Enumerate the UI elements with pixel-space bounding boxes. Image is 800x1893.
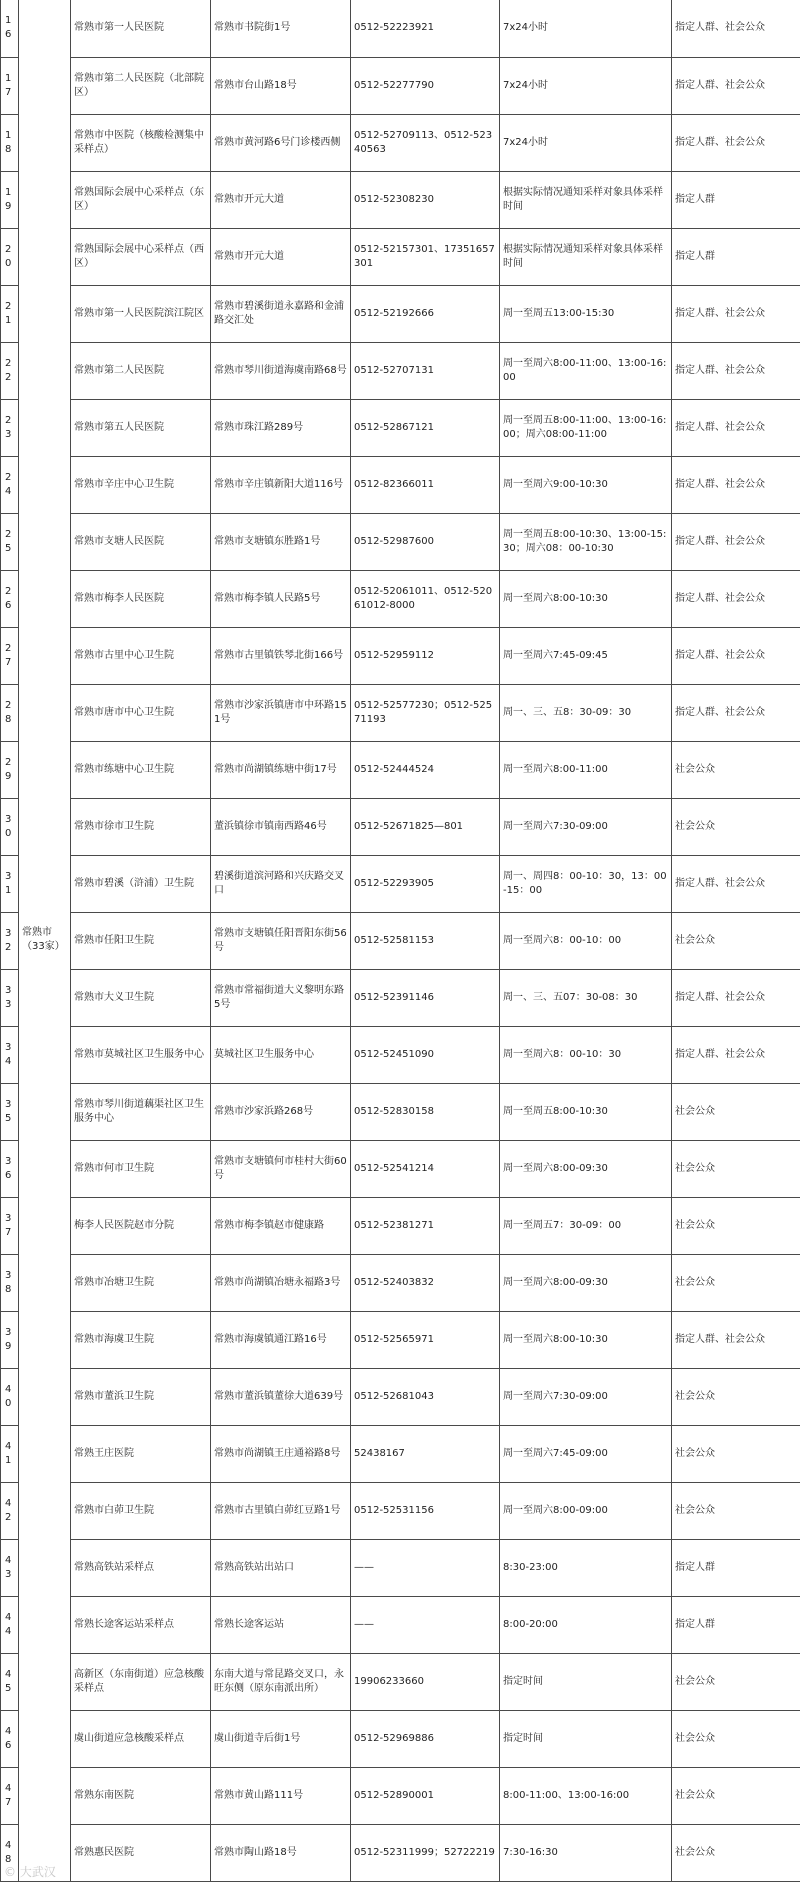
address-cell: 常熟市沙家浜路268号	[211, 1083, 351, 1140]
address-cell: 常熟市梅李镇赵市健康路	[211, 1197, 351, 1254]
hours-cell: 周一至周五8:00-11:00、13:00-16:00；周六08:00-11:00	[500, 399, 672, 456]
address-cell: 莫城社区卫生服务中心	[211, 1026, 351, 1083]
site-name-cell: 常熟市白茆卫生院	[71, 1482, 211, 1539]
hours-cell: 8:00-20:00	[500, 1596, 672, 1653]
address-cell: 常熟市书院街1号	[211, 0, 351, 57]
hours-cell: 7x24小时	[500, 114, 672, 171]
hours-cell: 周一至周五8:00-10:30、13:00-15:30；周六08：00-10:30	[500, 513, 672, 570]
scope-cell: 指定人群、社会公众	[672, 114, 800, 171]
table-row	[1, 399, 800, 456]
scope-cell: 社会公众	[672, 1254, 800, 1311]
site-name-cell: 常熟市琴川街道藕渠社区卫生服务中心	[71, 1083, 211, 1140]
scope-cell: 社会公众	[672, 1710, 800, 1767]
table-row	[1, 570, 800, 627]
hours-cell: 周一至周六8:00-10:30	[500, 1311, 672, 1368]
row-number-cell: 44	[1, 1596, 19, 1653]
address-cell: 虞山街道寺后街1号	[211, 1710, 351, 1767]
address-cell: 常熟市尚湖镇练塘中街17号	[211, 741, 351, 798]
phone-cell: 0512-52890001	[351, 1767, 500, 1824]
site-name-cell: 常熟市梅李人民医院	[71, 570, 211, 627]
site-name-cell: 常熟市唐市中心卫生院	[71, 684, 211, 741]
phone-cell: 0512-52581153	[351, 912, 500, 969]
site-name-cell: 常熟市支塘人民医院	[71, 513, 211, 570]
phone-cell: 19906233660	[351, 1653, 500, 1710]
scope-cell: 指定人群	[672, 1596, 800, 1653]
scope-cell: 社会公众	[672, 1083, 800, 1140]
hours-cell: 周一、三、五8：30-09：30	[500, 684, 672, 741]
hours-cell: 周一至周六8：00-10：00	[500, 912, 672, 969]
hours-cell: 周一至周六8:00-10:30	[500, 570, 672, 627]
hours-cell: 周一至周六7:45-09:45	[500, 627, 672, 684]
site-name-cell: 常熟市何市卫生院	[71, 1140, 211, 1197]
table-row	[1, 114, 800, 171]
row-number-cell: 47	[1, 1767, 19, 1824]
phone-cell: 0512-82366011	[351, 456, 500, 513]
row-number-cell: 35	[1, 1083, 19, 1140]
scope-cell: 社会公众	[672, 1824, 800, 1881]
phone-cell: 0512-52311999；52722219	[351, 1824, 500, 1881]
scope-cell: 指定人群	[672, 171, 800, 228]
row-number-cell: 45	[1, 1653, 19, 1710]
phone-cell: 0512-52192666	[351, 285, 500, 342]
hours-cell: 周一至周六8:00-09:30	[500, 1254, 672, 1311]
site-name-cell: 常熟市莫城社区卫生服务中心	[71, 1026, 211, 1083]
address-cell: 常熟市琴川街道海虞南路68号	[211, 342, 351, 399]
table-row	[1, 285, 800, 342]
table-row	[1, 1026, 800, 1083]
phone-cell: 0512-52987600	[351, 513, 500, 570]
phone-cell: 0512-52381271	[351, 1197, 500, 1254]
site-name-cell: 常熟市第一人民医院	[71, 0, 211, 57]
row-number-cell: 24	[1, 456, 19, 513]
table-row	[1, 1824, 800, 1881]
site-name-cell: 常熟市碧溪（浒浦）卫生院	[71, 855, 211, 912]
row-number-cell: 36	[1, 1140, 19, 1197]
scope-cell: 指定人群、社会公众	[672, 855, 800, 912]
table-row	[1, 1254, 800, 1311]
site-name-cell: 常熟国际会展中心采样点（西区）	[71, 228, 211, 285]
site-name-cell: 常熟市第二人民医院	[71, 342, 211, 399]
row-number-cell: 39	[1, 1311, 19, 1368]
hours-cell: 周一至周六9:00-10:30	[500, 456, 672, 513]
phone-cell: 52438167	[351, 1425, 500, 1482]
row-number-cell: 46	[1, 1710, 19, 1767]
scope-cell: 指定人群、社会公众	[672, 1026, 800, 1083]
row-number-cell: 21	[1, 285, 19, 342]
hours-cell: 周一至周六8:00-11:00、13:00-16:00	[500, 342, 672, 399]
scope-cell: 社会公众	[672, 741, 800, 798]
row-number-cell: 32	[1, 912, 19, 969]
table-row	[1, 684, 800, 741]
address-cell: 常熟高铁站出站口	[211, 1539, 351, 1596]
scope-cell: 指定人群、社会公众	[672, 684, 800, 741]
site-name-cell: 常熟惠民医院	[71, 1824, 211, 1881]
phone-cell: 0512-52541214	[351, 1140, 500, 1197]
phone-cell: 0512-52681043	[351, 1368, 500, 1425]
scope-cell: 社会公众	[672, 1767, 800, 1824]
hours-cell: 周一至周六8:00-09:30	[500, 1140, 672, 1197]
address-cell: 常熟市碧溪街道永嘉路和金浦路交汇处	[211, 285, 351, 342]
table-row	[1, 228, 800, 285]
hours-cell: 8:30-23:00	[500, 1539, 672, 1596]
site-name-cell: 常熟市辛庄中心卫生院	[71, 456, 211, 513]
table-row	[1, 1311, 800, 1368]
scope-cell: 指定人群、社会公众	[672, 342, 800, 399]
phone-cell: 0512-52061011、0512-52061012-8000	[351, 570, 500, 627]
table-row	[1, 0, 800, 57]
site-name-cell: 常熟市任阳卫生院	[71, 912, 211, 969]
table-row	[1, 627, 800, 684]
row-number-cell: 29	[1, 741, 19, 798]
address-cell: 常熟市支塘镇东胜路1号	[211, 513, 351, 570]
row-number-cell: 16	[1, 0, 19, 57]
scope-cell: 社会公众	[672, 1197, 800, 1254]
phone-cell: 0512-52293905	[351, 855, 500, 912]
table-row	[1, 342, 800, 399]
table-row	[1, 1596, 800, 1653]
row-number-cell: 31	[1, 855, 19, 912]
address-cell: 常熟市尚湖镇王庄通裕路8号	[211, 1425, 351, 1482]
phone-cell: 0512-52707131	[351, 342, 500, 399]
row-number-cell: 38	[1, 1254, 19, 1311]
phone-cell: 0512-52277790	[351, 57, 500, 114]
site-name-cell: 虞山街道应急核酸采样点	[71, 1710, 211, 1767]
phone-cell: 0512-52223921	[351, 0, 500, 57]
address-cell: 董浜镇徐市镇南西路46号	[211, 798, 351, 855]
address-cell: 常熟市黄河路6号门诊楼西侧	[211, 114, 351, 171]
address-cell: 常熟市董浜镇董徐大道639号	[211, 1368, 351, 1425]
site-name-cell: 常熟市第一人民医院滨江院区	[71, 285, 211, 342]
row-number-cell: 26	[1, 570, 19, 627]
row-number-cell: 27	[1, 627, 19, 684]
address-cell: 常熟市沙家浜镇唐市中环路151号	[211, 684, 351, 741]
site-name-cell: 常熟长途客运站采样点	[71, 1596, 211, 1653]
region-cell: 常熟市（33家）	[19, 0, 71, 1881]
phone-cell: ——	[351, 1539, 500, 1596]
phone-cell: 0512-52403832	[351, 1254, 500, 1311]
site-name-cell: 梅李人民医院赵市分院	[71, 1197, 211, 1254]
site-name-cell: 高新区（东南街道）应急核酸采样点	[71, 1653, 211, 1710]
hours-cell: 根据实际情况通知采样对象具体采样时间	[500, 228, 672, 285]
address-cell: 常熟市珠江路289号	[211, 399, 351, 456]
scope-cell: 社会公众	[672, 798, 800, 855]
address-cell: 常熟市尚湖镇冶塘永福路3号	[211, 1254, 351, 1311]
hours-cell: 指定时间	[500, 1710, 672, 1767]
address-cell: 常熟市常福街道大义黎明东路5号	[211, 969, 351, 1026]
phone-cell: 0512-52451090	[351, 1026, 500, 1083]
table-row	[1, 1425, 800, 1482]
scope-cell: 社会公众	[672, 1653, 800, 1710]
scope-cell: 指定人群、社会公众	[672, 570, 800, 627]
row-number-cell: 23	[1, 399, 19, 456]
scope-cell: 指定人群	[672, 1539, 800, 1596]
address-cell: 常熟市梅李镇人民路5号	[211, 570, 351, 627]
table-row	[1, 798, 800, 855]
phone-cell: 0512-52391146	[351, 969, 500, 1026]
row-number-cell: 42	[1, 1482, 19, 1539]
address-cell: 常熟市支塘镇何市桂村大街60号	[211, 1140, 351, 1197]
hours-cell: 7x24小时	[500, 57, 672, 114]
address-cell: 常熟长途客运站	[211, 1596, 351, 1653]
table-row	[1, 1197, 800, 1254]
address-cell: 常熟市开元大道	[211, 171, 351, 228]
address-cell: 东南大道与常昆路交叉口，永旺东侧（原东南派出所）	[211, 1653, 351, 1710]
scope-cell: 指定人群、社会公众	[672, 456, 800, 513]
hours-cell: 周一至周六8:00-11:00	[500, 741, 672, 798]
address-cell: 常熟市台山路18号	[211, 57, 351, 114]
phone-cell: 0512-52867121	[351, 399, 500, 456]
phone-cell: 0512-52709113、0512-52340563	[351, 114, 500, 171]
hours-cell: 周一至周五8:00-10:30	[500, 1083, 672, 1140]
hours-cell: 指定时间	[500, 1653, 672, 1710]
hours-cell: 根据实际情况通知采样对象具体采样时间	[500, 171, 672, 228]
row-number-cell: 18	[1, 114, 19, 171]
phone-cell: 0512-52157301、17351657301	[351, 228, 500, 285]
address-cell: 常熟市开元大道	[211, 228, 351, 285]
table-row	[1, 1083, 800, 1140]
table-body	[1, 0, 800, 1881]
row-number-cell: 37	[1, 1197, 19, 1254]
site-name-cell: 常熟市第五人民医院	[71, 399, 211, 456]
scope-cell: 指定人群、社会公众	[672, 627, 800, 684]
table-row	[1, 1140, 800, 1197]
scope-cell: 社会公众	[672, 1425, 800, 1482]
site-name-cell: 常熟东南医院	[71, 1767, 211, 1824]
row-number-cell: 20	[1, 228, 19, 285]
hours-cell: 周一至周五7：30-09：00	[500, 1197, 672, 1254]
row-number-cell: 28	[1, 684, 19, 741]
table-row	[1, 969, 800, 1026]
scope-cell: 指定人群、社会公众	[672, 285, 800, 342]
hours-cell: 周一、周四8：00-10：30，13：00-15：00	[500, 855, 672, 912]
hours-cell: 7x24小时	[500, 0, 672, 57]
row-number-cell: 30	[1, 798, 19, 855]
site-name-cell: 常熟市古里中心卫生院	[71, 627, 211, 684]
hours-cell: 周一至周六8:00-09:00	[500, 1482, 672, 1539]
scope-cell: 社会公众	[672, 912, 800, 969]
site-name-cell: 常熟市海虞卫生院	[71, 1311, 211, 1368]
row-number-cell: 43	[1, 1539, 19, 1596]
table-row	[1, 456, 800, 513]
address-cell: 常熟市辛庄镇新阳大道116号	[211, 456, 351, 513]
table-row	[1, 1767, 800, 1824]
address-cell: 常熟市古里镇铁琴北街166号	[211, 627, 351, 684]
scope-cell: 指定人群、社会公众	[672, 969, 800, 1026]
hours-cell: 周一至周六7:30-09:00	[500, 798, 672, 855]
row-number-cell: 41	[1, 1425, 19, 1482]
site-name-cell: 常熟市第二人民医院（北部院区）	[71, 57, 211, 114]
table-row	[1, 1368, 800, 1425]
row-number-cell: 19	[1, 171, 19, 228]
scope-cell: 指定人群、社会公众	[672, 57, 800, 114]
table-row	[1, 741, 800, 798]
site-name-cell: 常熟市冶塘卫生院	[71, 1254, 211, 1311]
scope-cell: 社会公众	[672, 1368, 800, 1425]
address-cell: 常熟市海虞镇通江路16号	[211, 1311, 351, 1368]
site-name-cell: 常熟市练塘中心卫生院	[71, 741, 211, 798]
phone-cell: 0512-52830158	[351, 1083, 500, 1140]
table-row	[1, 912, 800, 969]
site-name-cell: 常熟国际会展中心采样点（东区）	[71, 171, 211, 228]
hours-cell: 8:00-11:00、13:00-16:00	[500, 1767, 672, 1824]
hours-cell: 周一至周六8：00-10：30	[500, 1026, 672, 1083]
table-row	[1, 1482, 800, 1539]
watermark: © 大武汉	[4, 1864, 56, 1879]
hours-cell: 周一至周五13:00-15:30	[500, 285, 672, 342]
row-number-cell: 34	[1, 1026, 19, 1083]
table-row	[1, 513, 800, 570]
hours-cell: 周一至周六7:30-09:00	[500, 1368, 672, 1425]
phone-cell: 0512-52577230；0512-52571193	[351, 684, 500, 741]
address-cell: 常熟市陶山路18号	[211, 1824, 351, 1881]
site-name-cell: 常熟王庄医院	[71, 1425, 211, 1482]
address-cell: 常熟市支塘镇任阳晋阳东街56号	[211, 912, 351, 969]
row-number-cell: 25	[1, 513, 19, 570]
site-name-cell: 常熟市大义卫生院	[71, 969, 211, 1026]
phone-cell: 0512-52531156	[351, 1482, 500, 1539]
site-name-cell: 常熟市徐市卫生院	[71, 798, 211, 855]
address-cell: 碧溪街道滨河路和兴庆路交叉口	[211, 855, 351, 912]
table-row	[1, 1539, 800, 1596]
scope-cell: 指定人群、社会公众	[672, 513, 800, 570]
phone-cell: 0512-52565971	[351, 1311, 500, 1368]
site-name-cell: 常熟高铁站采样点	[71, 1539, 211, 1596]
phone-cell: 0512-52308230	[351, 171, 500, 228]
row-number-cell: 48	[1, 1824, 19, 1881]
table-row	[1, 171, 800, 228]
scope-cell: 指定人群	[672, 228, 800, 285]
address-cell: 常熟市黄山路111号	[211, 1767, 351, 1824]
table-row	[1, 1710, 800, 1767]
table-row	[1, 1653, 800, 1710]
phone-cell: 0512-52671825—801	[351, 798, 500, 855]
phone-cell: 0512-52444524	[351, 741, 500, 798]
site-name-cell: 常熟市董浜卫生院	[71, 1368, 211, 1425]
scope-cell: 指定人群、社会公众	[672, 0, 800, 57]
scope-cell: 社会公众	[672, 1140, 800, 1197]
address-cell: 常熟市古里镇白茆红豆路1号	[211, 1482, 351, 1539]
row-number-cell: 17	[1, 57, 19, 114]
scope-cell: 指定人群、社会公众	[672, 1311, 800, 1368]
phone-cell: 0512-52959112	[351, 627, 500, 684]
table-row	[1, 855, 800, 912]
row-number-cell: 22	[1, 342, 19, 399]
scope-cell: 指定人群、社会公众	[672, 399, 800, 456]
hours-cell: 周一至周六7:45-09:00	[500, 1425, 672, 1482]
table-row	[1, 57, 800, 114]
hours-cell: 7:30-16:30	[500, 1824, 672, 1881]
row-number-cell: 40	[1, 1368, 19, 1425]
hours-cell: 周一、三、五07：30-08：30	[500, 969, 672, 1026]
phone-cell: 0512-52969886	[351, 1710, 500, 1767]
scope-cell: 社会公众	[672, 1482, 800, 1539]
row-number-cell: 33	[1, 969, 19, 1026]
phone-cell: ——	[351, 1596, 500, 1653]
site-name-cell: 常熟市中医院（核酸检测集中采样点）	[71, 114, 211, 171]
